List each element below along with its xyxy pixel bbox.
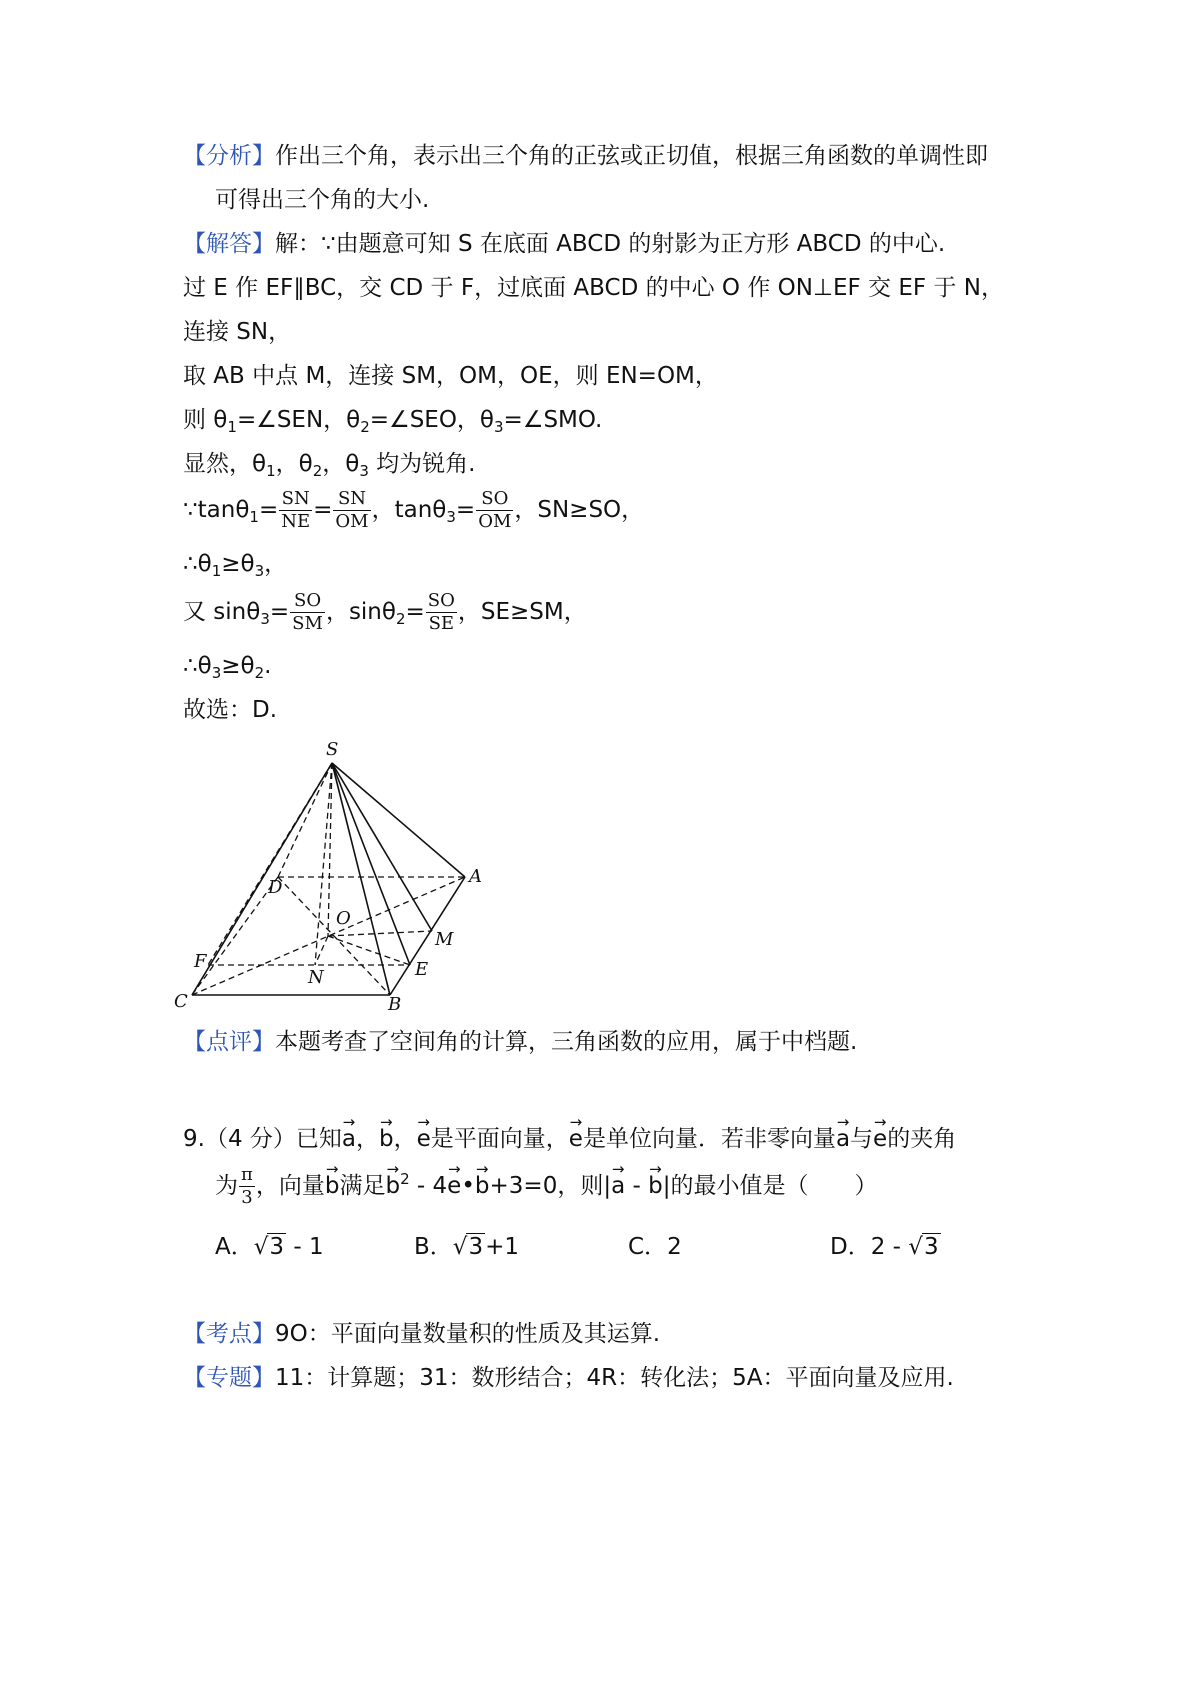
subscript: 3 [211,664,222,682]
numerator: SN [279,490,312,511]
label-s: S [326,739,339,760]
text: ，θ [322,451,360,477]
text: 均为锐角. [368,451,476,477]
fraction-so-sm [290,592,325,633]
text: ，向量 [255,1173,325,1199]
text: 已知 [295,1126,342,1152]
vector-b: → b [475,1175,490,1198]
analysis-tag: 【分析】 [183,143,275,169]
denominator: SM [292,613,323,634]
subscript: 3 [254,562,265,580]
fraction-pi-over-3 [239,1166,255,1207]
subscript: 2 [395,610,406,628]
vector-a: → a [611,1175,625,1198]
text: . [264,653,272,679]
text: ∴θ [183,653,212,679]
solution-line-6 [183,453,476,479]
question-number: 9. [183,1126,205,1152]
solution-text-1: 解：∵由题意可知 S 在底面 ABCD 的射影为正方形 ABCD 的中心. [275,231,946,257]
comment-tag: 【点评】 [183,1029,275,1055]
label-o: O [336,908,351,929]
edge-so-dashed [328,763,332,936]
pyramid-figure [170,735,530,1020]
subscript: 1 [227,418,237,436]
comment-text: 本题考查了空间角的计算，三角函数的应用，属于中档题. [275,1029,858,1055]
text: - 4 [409,1173,448,1199]
text: - [625,1173,649,1199]
text: = [313,497,333,523]
solution-line-2: 过 E 作 EF∥BC，交 CD 于 F，过底面 ABCD 的中心 O 作 ON⊥EF 交 EF 于 N， [183,275,1004,301]
text: 显然，θ [183,451,267,477]
numerator: SN [333,490,370,511]
superscript: 2 [400,1170,410,1188]
solution-line-1 [183,233,945,256]
solution-line-7 [183,490,644,531]
text: = [405,599,425,625]
text: 则 θ [183,407,228,433]
text: ， [356,1126,380,1152]
label-n: N [308,967,324,988]
choice-a[interactable] [215,1236,324,1259]
label-m: M [435,929,454,950]
choice-d[interactable] [830,1236,941,1259]
question9-line-1 [183,1128,956,1151]
analysis-line-2: 可得出三个角的大小. [215,187,430,213]
subscript: 3 [446,508,456,526]
text: = [258,497,279,523]
fraction-so-se [426,592,457,633]
text: ≥θ [221,551,255,577]
solution-line-10 [183,655,271,681]
zhuanti-tag: 【专题】 [183,1365,275,1391]
numerator: π [241,1164,253,1185]
text: ，sinθ [325,599,396,625]
subscript: 1 [249,508,259,526]
solution-line-3: 连接 SN， [183,319,292,345]
text: - 1 [286,1234,324,1260]
subscript: 3 [260,610,270,628]
numerator: SO [427,590,455,611]
text: ≥θ [221,653,255,679]
solution-line-8 [183,553,287,579]
vector-b: → b [379,1128,394,1151]
label-f: F [194,951,207,972]
text: +3=0，则| [489,1173,612,1199]
radicand: 3 [269,1234,285,1260]
edge-cd-dashed [192,877,278,995]
denominator: SE [428,613,455,634]
choice-label: B． [414,1234,453,1260]
denominator: OM [478,511,512,532]
fraction-so-om [476,490,513,531]
zhuanti-line [183,1367,954,1390]
text: +1 [485,1234,519,1260]
label-d: D [268,877,283,898]
subscript: 1 [266,462,276,480]
fraction-sn-om [333,490,370,531]
kaodian-line [183,1323,660,1346]
numerator: SO [290,592,325,613]
text: 是单位向量．若非零向量 [582,1126,836,1152]
text: 是平面向量， [430,1126,569,1152]
radicand: 3 [468,1234,484,1260]
text: ， [264,551,288,577]
question9-line-2 [215,1166,877,1207]
text: 的夹角 [887,1126,957,1152]
vector-e: → e [447,1175,461,1198]
label-a: A [469,866,482,887]
solution-tag: 【解答】 [183,231,275,257]
text: =∠SEN，θ [236,407,361,433]
edge-sd-dashed [278,763,332,877]
sqrt: √3 [253,1234,285,1260]
subscript: 2 [360,418,370,436]
denominator: 3 [241,1187,253,1208]
text: ∵tanθ [183,497,250,523]
subscript: 1 [211,562,222,580]
question-score: （4 分） [204,1126,296,1152]
kaodian-tag: 【考点】 [183,1321,275,1347]
denominator: OM [335,511,369,532]
vector-a: → a [836,1128,850,1151]
vector-e: → e [569,1128,583,1151]
vector-b: → b [325,1175,340,1198]
text: ，SE≥SM， [457,599,587,625]
subscript: 2 [312,462,323,480]
fraction-sn-ne [279,490,312,531]
kaodian-text: 9O：平面向量数量积的性质及其运算. [275,1321,661,1347]
choice-label: A． [215,1234,254,1260]
vector-a: → a [342,1128,356,1151]
edge-sa [332,763,465,877]
segment-om-dashed [328,931,432,936]
text: 又 sinθ [183,599,261,625]
label-e: E [415,959,429,980]
comment-line [183,1031,857,1054]
vector-e: → e [873,1128,887,1151]
subscript: 3 [359,462,369,480]
text: ，θ [275,451,313,477]
text: 为 [215,1173,238,1199]
subscript: 2 [254,664,265,682]
sqrt: √3 [452,1234,484,1260]
analysis-line-1 [183,145,988,168]
text: 2 [667,1234,682,1260]
analysis-text-1: 作出三个角，表示出三个角的正弦或正切值，根据三角函数的单调性即 [275,143,988,169]
label-c: C [174,991,188,1012]
text: • [461,1173,475,1199]
edge-sf-dashed [208,763,332,965]
text: = [455,497,476,523]
subscript: 3 [494,418,504,436]
text: 2 - [870,1234,909,1260]
text: 与 [850,1126,874,1152]
vector-b: → b [648,1175,663,1198]
solution-line-9 [183,592,587,633]
vector-e: → e [417,1128,431,1151]
choice-c[interactable] [628,1236,682,1259]
radicand: 3 [923,1234,939,1260]
text: ∴θ [183,551,212,577]
solution-line-5 [183,409,602,435]
text: ，SN≥SO， [514,497,645,523]
numerator: SO [476,490,513,511]
choice-label: D． [830,1234,871,1260]
segment-on-dashed [315,936,328,965]
segment-oe-dashed [328,936,410,965]
denominator: NE [281,511,311,532]
edge-sb [332,763,390,995]
text: =∠SMO. [503,407,603,433]
text: = [269,599,290,625]
text: ， [393,1126,417,1152]
edge-sm [332,763,432,931]
text: |的最小值是（ ） [662,1173,878,1199]
choice-b[interactable] [414,1236,519,1259]
zhuanti-text: 11：计算题；31：数形结合；4R：转化法；5A：平面向量及应用. [275,1365,954,1391]
choice-label: C． [628,1234,668,1260]
text: 满足 [339,1173,386,1199]
sqrt: √3 [908,1234,939,1260]
label-b: B [388,994,402,1015]
solution-line-11: 故选：D. [183,697,278,723]
vector-b: → b [385,1175,400,1198]
text: ，tanθ [371,497,447,523]
solution-line-4: 取 AB 中点 M，连接 SM，OM，OE，则 EN=OM， [183,363,718,389]
text: =∠SEO，θ [369,407,494,433]
